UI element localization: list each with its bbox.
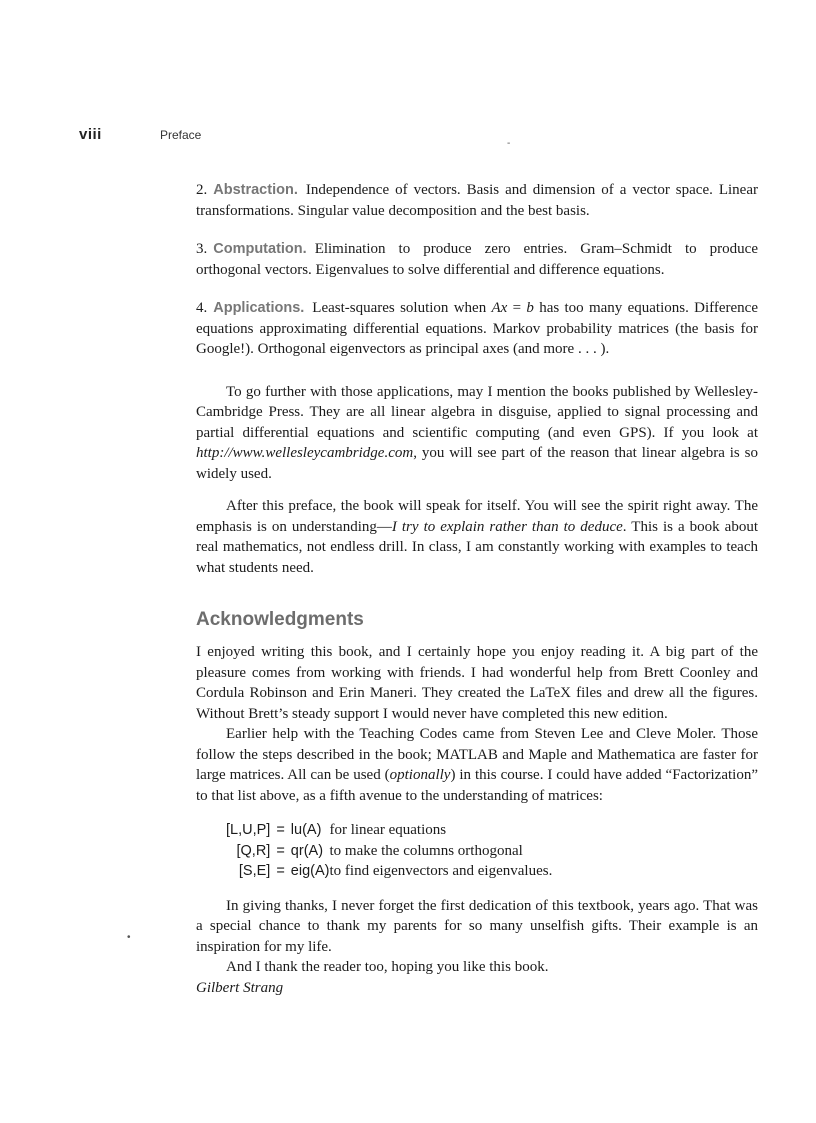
item-text: Independence of vectors. Basis and dimension of a vector space. Linear transformations. Singular value decomposition and the best basis. (196, 182, 758, 219)
code-equals: = (276, 863, 285, 879)
code-equals: = (276, 822, 285, 838)
italic-word: optionally (389, 767, 451, 783)
item-number: 2. (196, 182, 208, 198)
math-b: b (526, 300, 534, 316)
item-number: 3. (196, 241, 208, 257)
item-number: 4. (196, 300, 208, 316)
page-number: viii (79, 126, 102, 143)
item-text-before: Least-squares solution when (312, 300, 492, 316)
latex-logo: LaTeX (529, 685, 572, 701)
code-equals: = (276, 842, 285, 859)
ack-paragraph-1 (196, 642, 758, 724)
teaching-codes-table (226, 820, 552, 882)
code-lhs: [Q,R] (236, 842, 271, 859)
section-heading: Acknowledgments (196, 609, 364, 630)
text-run: ) in this course. I could have added “Factorization” to that list above, as a fifth avenue to the understanding of matrices: (196, 767, 758, 804)
paragraph-emphasis (196, 496, 758, 578)
text-run: Earlier help with the Teaching Codes came from Steven Lee and Cleve Moler. Those follow the steps described in the book; MATLAB and Maple and Mathematica are faster for large matrices. All can be used ( (196, 726, 758, 783)
text-run: After this preface, the book will speak for itself. You will see the spirit right away. The emphasis is on understanding— (196, 498, 758, 535)
item-text-after: has too many equations. Difference equations approximating differential equations. Markov probability matrices (the basis for Google!). Orthogonal eigenvectors as principal axes (and more . . . ). (196, 300, 758, 357)
code-rhs: lu(A) (290, 822, 322, 838)
running-head: Preface (160, 128, 202, 142)
code-lhs: [S,E] (238, 863, 271, 879)
text-run: To go further with those applications, may I mention the books published by Wellesley-Cambridge Press. They are all linear algebra in disguise, applied to signal processing and partial differential equations and scientific computing (and even GPS). If you look at (196, 383, 758, 441)
ack-paragraph-3: In giving thanks, I never forget the first dedication of this textbook, years ago. That was a special chance to thank my parents for so many unselfish gifts. Their example is an inspiration for my life. (196, 897, 758, 955)
code-desc: for linear equations (329, 822, 447, 838)
stray-mark: - (507, 138, 511, 149)
code-rhs: qr(A) (290, 842, 324, 859)
code-desc: to make the columns orthogonal (329, 842, 523, 859)
stray-dot: • (127, 932, 131, 943)
code-row (226, 820, 552, 841)
italic-quote: I try to explain rather than to deduce (391, 518, 623, 535)
item-title: Abstraction. (213, 182, 298, 198)
item-title: Computation. (213, 241, 307, 257)
list-item (196, 298, 758, 360)
publisher-url: http://www.wellesleycambridge.com (196, 445, 414, 461)
text-run: I enjoyed writing this book, and I certainly hope you enjoy reading it. A big part of the pleasure comes from working with friends. I had wonderful help from Brett Coonley and Cordula Robinson and Erin Maneri. They created the (196, 644, 758, 701)
list-item (196, 180, 758, 221)
code-lhs: [L,U,P] (226, 822, 271, 838)
item-text: Elimination to produce zero entries. Gram–Schmidt to produce orthogonal vectors. Eigenvalues to solve differential and difference equations. (196, 241, 758, 278)
code-row (226, 841, 552, 862)
code-rhs: eig(A) (290, 863, 330, 879)
list-item (196, 239, 758, 280)
text-run: , you will see part of the reason that linear algebra is so widely used. (196, 445, 758, 482)
author-signature: Gilbert Strang (196, 979, 284, 996)
text-run: . This is a book about real mathematics, not endless drill. In class, I am constantly working with examples to teach what students need. (196, 518, 758, 576)
code-desc: to find eigenvectors and eigenvalues. (329, 863, 553, 879)
ack-paragraph-2 (196, 724, 758, 806)
math-ax: Ax (491, 300, 508, 316)
paragraph-applications (196, 382, 758, 485)
text-run: files and drew all the figures. Without Brett’s steady support I would never have completed this new edition. (196, 685, 758, 722)
ack-paragraph-4: And I thank the reader too, hoping you like this book. (226, 959, 549, 975)
page-header (79, 126, 756, 150)
math-equals: = (507, 300, 527, 316)
item-title: Applications. (213, 300, 305, 316)
code-row (226, 861, 552, 882)
main-text (196, 180, 758, 998)
